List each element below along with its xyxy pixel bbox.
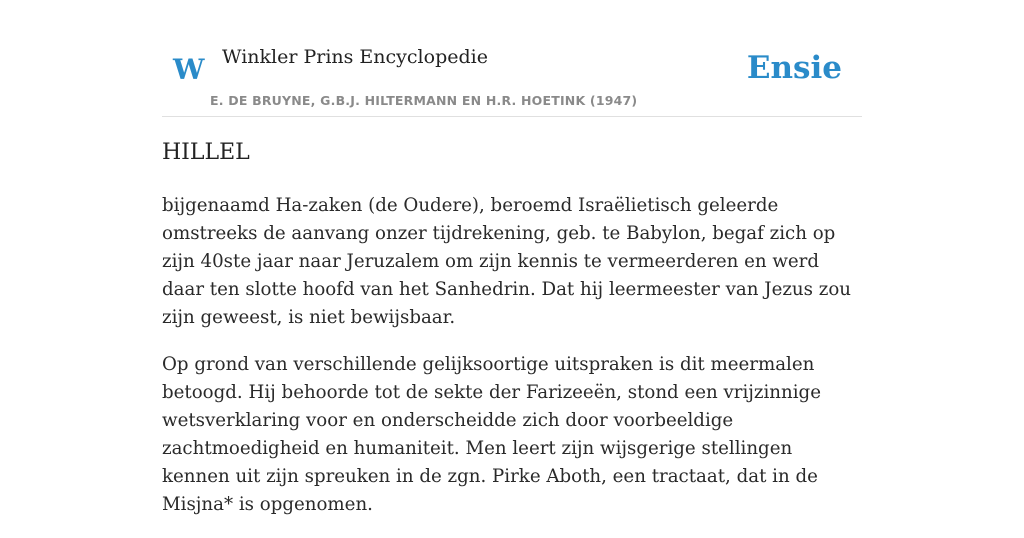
winkler-prins-logo[interactable]: W	[173, 53, 205, 86]
ensie-logo-link[interactable]: Ensie	[746, 50, 842, 86]
source-header	[162, 40, 862, 117]
source-title[interactable]: Winkler Prins Encyclopedie	[222, 46, 488, 68]
entry-paragraph: Op grond van verschillende gelijksoortige uitspraken is dit meermalen betoogd. Hij behoorde tot de sekte der Farizeeën, stond een vrijzinnige wetsverklaring voor en onderscheidde zich door voorbeeldige zachtmoedigheid en humaniteit. Men leert zijn wijsgerige stellingen kennen uit zijn spreuken in de zgn. Pirke Aboth, een tractaat, dat in de Misjna* is opgenomen.	[162, 354, 821, 515]
entry-headword: HILLEL	[162, 140, 250, 165]
source-authors: E. DE BRUYNE, G.B.J. HILTERMANN EN H.R. HOETINK (1947)	[210, 93, 638, 108]
entry-body	[162, 192, 864, 538]
entry-paragraph: bijgenaamd Ha-zaken (de Oudere), beroemd Israëlietisch geleerde omstreeks de aanvang onzer tijdrekening, geb. te Babylon, begaf zich op zijn 40ste jaar naar Jeruzalem om zijn kennis te vermeerderen en werd daar ten slotte hoofd van het Sanhedrin. Dat hij leermeester van Jezus zou zijn geweest, is niet bewijsbaar.	[162, 195, 851, 328]
